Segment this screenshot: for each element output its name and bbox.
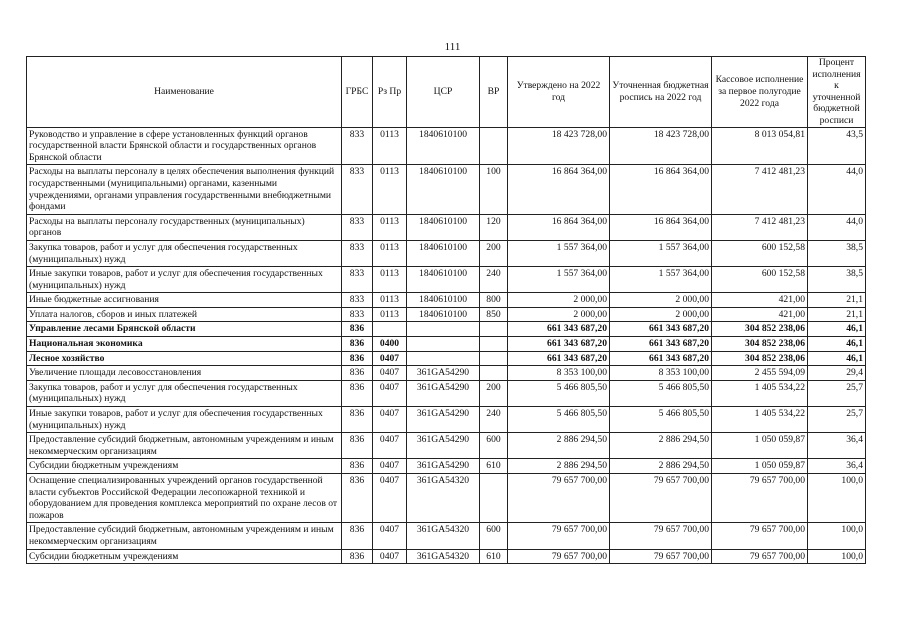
cell-rzpr: 0407 bbox=[373, 549, 407, 564]
cell-vr: 610 bbox=[480, 549, 508, 564]
table-row bbox=[27, 127, 866, 165]
cell-grbs: 833 bbox=[342, 240, 373, 266]
cell-refined: 2 000,00 bbox=[610, 307, 712, 322]
cell-cash: 7 412 481,23 bbox=[712, 165, 808, 214]
cell-grbs: 836 bbox=[342, 549, 373, 564]
cell-approved: 5 466 805,50 bbox=[508, 380, 610, 406]
cell-vr: 240 bbox=[480, 267, 508, 293]
cell-csr: 361GA54320 bbox=[407, 549, 480, 564]
table-row bbox=[27, 407, 866, 433]
cell-cash: 79 657 700,00 bbox=[712, 523, 808, 549]
cell-percent: 44,0 bbox=[808, 214, 866, 240]
cell-cash: 1 050 059,87 bbox=[712, 459, 808, 474]
cell-refined: 16 864 364,00 bbox=[610, 165, 712, 214]
cell-csr bbox=[407, 351, 480, 366]
cell-rzpr: 0407 bbox=[373, 380, 407, 406]
header-approved: Утверждено на 2022 год bbox=[508, 57, 610, 128]
cell-csr bbox=[407, 337, 480, 352]
cell-vr: 100 bbox=[480, 165, 508, 214]
cell-name: Лесное хозяйство bbox=[27, 351, 342, 366]
cell-percent: 100,0 bbox=[808, 549, 866, 564]
cell-csr: 361GA54290 bbox=[407, 380, 480, 406]
cell-vr: 610 bbox=[480, 459, 508, 474]
cell-refined: 18 423 728,00 bbox=[610, 127, 712, 165]
cell-vr bbox=[480, 351, 508, 366]
cell-approved: 5 466 805,50 bbox=[508, 407, 610, 433]
cell-cash: 421,00 bbox=[712, 293, 808, 308]
cell-grbs: 836 bbox=[342, 523, 373, 549]
cell-refined: 16 864 364,00 bbox=[610, 214, 712, 240]
cell-grbs: 836 bbox=[342, 351, 373, 366]
cell-grbs: 836 bbox=[342, 380, 373, 406]
table-row bbox=[27, 433, 866, 459]
cell-name: Расходы на выплаты персоналу в целях обеспечения выполнения функций государственными (муниципальными) органами, казенными учреждениями, органами управления государственными внебюджетными фондами bbox=[27, 165, 342, 214]
cell-csr: 361GA54320 bbox=[407, 523, 480, 549]
header-percent: Процент исполнения к уточненной бюджетной росписи bbox=[808, 57, 866, 128]
cell-csr: 1840610100 bbox=[407, 293, 480, 308]
cell-approved: 18 423 728,00 bbox=[508, 127, 610, 165]
cell-name: Увеличение площади лесовосстановления bbox=[27, 366, 342, 381]
cell-percent: 44,0 bbox=[808, 165, 866, 214]
cell-rzpr: 0113 bbox=[373, 165, 407, 214]
cell-approved: 1 557 364,00 bbox=[508, 240, 610, 266]
cell-rzpr bbox=[373, 322, 407, 337]
cell-name: Иные закупки товаров, работ и услуг для обеспечения государственных (муниципальных) нужд bbox=[27, 267, 342, 293]
cell-refined: 661 343 687,20 bbox=[610, 337, 712, 352]
cell-rzpr: 0113 bbox=[373, 293, 407, 308]
cell-grbs: 836 bbox=[342, 322, 373, 337]
header-grbs: ГРБС bbox=[342, 57, 373, 128]
cell-cash: 79 657 700,00 bbox=[712, 549, 808, 564]
cell-percent: 43,5 bbox=[808, 127, 866, 165]
cell-csr bbox=[407, 322, 480, 337]
table-row bbox=[27, 474, 866, 523]
cell-percent: 38,5 bbox=[808, 240, 866, 266]
cell-percent: 36,4 bbox=[808, 459, 866, 474]
cell-cash: 7 412 481,23 bbox=[712, 214, 808, 240]
cell-vr: 120 bbox=[480, 214, 508, 240]
cell-csr: 361GA54290 bbox=[407, 407, 480, 433]
cell-approved: 1 557 364,00 bbox=[508, 267, 610, 293]
cell-grbs: 836 bbox=[342, 366, 373, 381]
cell-vr: 800 bbox=[480, 293, 508, 308]
cell-grbs: 833 bbox=[342, 214, 373, 240]
cell-vr: 600 bbox=[480, 433, 508, 459]
table-row bbox=[27, 165, 866, 214]
table-row bbox=[27, 351, 866, 366]
cell-approved: 8 353 100,00 bbox=[508, 366, 610, 381]
cell-approved: 16 864 364,00 bbox=[508, 214, 610, 240]
cell-approved: 2 000,00 bbox=[508, 293, 610, 308]
cell-name: Предоставление субсидий бюджетным, автономным учреждениям и иным некоммерческим организациям bbox=[27, 523, 342, 549]
cell-percent: 36,4 bbox=[808, 433, 866, 459]
cell-cash: 1 405 534,22 bbox=[712, 407, 808, 433]
cell-grbs: 836 bbox=[342, 474, 373, 523]
cell-rzpr: 0407 bbox=[373, 351, 407, 366]
cell-grbs: 833 bbox=[342, 307, 373, 322]
table-row bbox=[27, 380, 866, 406]
cell-rzpr: 0113 bbox=[373, 240, 407, 266]
cell-grbs: 833 bbox=[342, 293, 373, 308]
cell-name: Закупка товаров, работ и услуг для обеспечения государственных (муниципальных) нужд bbox=[27, 380, 342, 406]
table-row bbox=[27, 459, 866, 474]
header-refined: Уточненная бюджетная роспись на 2022 год bbox=[610, 57, 712, 128]
cell-percent: 29,4 bbox=[808, 366, 866, 381]
cell-refined: 5 466 805,50 bbox=[610, 380, 712, 406]
cell-csr: 361GA54290 bbox=[407, 459, 480, 474]
cell-cash: 421,00 bbox=[712, 307, 808, 322]
cell-cash: 1 050 059,87 bbox=[712, 433, 808, 459]
cell-name: Уплата налогов, сборов и иных платежей bbox=[27, 307, 342, 322]
cell-percent: 46,1 bbox=[808, 351, 866, 366]
cell-csr: 1840610100 bbox=[407, 267, 480, 293]
cell-vr bbox=[480, 127, 508, 165]
cell-approved: 79 657 700,00 bbox=[508, 549, 610, 564]
cell-vr: 600 bbox=[480, 523, 508, 549]
header-rzpr: Рз Пр bbox=[373, 57, 407, 128]
header-csr: ЦСР bbox=[407, 57, 480, 128]
table-row bbox=[27, 267, 866, 293]
cell-refined: 1 557 364,00 bbox=[610, 240, 712, 266]
cell-grbs: 836 bbox=[342, 433, 373, 459]
cell-cash: 8 013 054,81 bbox=[712, 127, 808, 165]
cell-vr bbox=[480, 366, 508, 381]
cell-name: Национальная экономика bbox=[27, 337, 342, 352]
cell-name: Иные закупки товаров, работ и услуг для обеспечения государственных (муниципальных) нужд bbox=[27, 407, 342, 433]
cell-csr: 361GA54290 bbox=[407, 433, 480, 459]
cell-approved: 79 657 700,00 bbox=[508, 474, 610, 523]
cell-refined: 79 657 700,00 bbox=[610, 549, 712, 564]
cell-grbs: 833 bbox=[342, 127, 373, 165]
cell-cash: 304 852 238,06 bbox=[712, 351, 808, 366]
table-body bbox=[27, 127, 866, 564]
cell-csr: 1840610100 bbox=[407, 214, 480, 240]
cell-name: Иные бюджетные ассигнования bbox=[27, 293, 342, 308]
cell-approved: 16 864 364,00 bbox=[508, 165, 610, 214]
cell-approved: 661 343 687,20 bbox=[508, 322, 610, 337]
cell-grbs: 833 bbox=[342, 267, 373, 293]
table-row bbox=[27, 322, 866, 337]
cell-refined: 8 353 100,00 bbox=[610, 366, 712, 381]
cell-vr bbox=[480, 337, 508, 352]
cell-name: Руководство и управление в сфере установленных функций органов государственной власти Брянской области и государственных органов Брянской области bbox=[27, 127, 342, 165]
cell-vr: 240 bbox=[480, 407, 508, 433]
cell-refined: 661 343 687,20 bbox=[610, 351, 712, 366]
cell-vr bbox=[480, 322, 508, 337]
cell-approved: 661 343 687,20 bbox=[508, 351, 610, 366]
table-row bbox=[27, 549, 866, 564]
cell-cash: 304 852 238,06 bbox=[712, 337, 808, 352]
cell-approved: 79 657 700,00 bbox=[508, 523, 610, 549]
cell-percent: 100,0 bbox=[808, 523, 866, 549]
table-row bbox=[27, 523, 866, 549]
cell-name: Закупка товаров, работ и услуг для обеспечения государственных (муниципальных) нужд bbox=[27, 240, 342, 266]
cell-vr: 850 bbox=[480, 307, 508, 322]
cell-name: Субсидии бюджетным учреждениям bbox=[27, 459, 342, 474]
cell-name: Расходы на выплаты персоналу государственных (муниципальных) органов bbox=[27, 214, 342, 240]
header-name: Наименование bbox=[27, 57, 342, 128]
cell-rzpr: 0407 bbox=[373, 523, 407, 549]
cell-refined: 2 886 294,50 bbox=[610, 459, 712, 474]
cell-grbs: 836 bbox=[342, 337, 373, 352]
cell-percent: 25,7 bbox=[808, 407, 866, 433]
table-row bbox=[27, 337, 866, 352]
cell-rzpr: 0113 bbox=[373, 267, 407, 293]
table-row bbox=[27, 214, 866, 240]
cell-name: Управление лесами Брянской области bbox=[27, 322, 342, 337]
table-row bbox=[27, 366, 866, 381]
cell-percent: 46,1 bbox=[808, 322, 866, 337]
header-vr: ВР bbox=[480, 57, 508, 128]
cell-rzpr: 0407 bbox=[373, 366, 407, 381]
table-row bbox=[27, 240, 866, 266]
cell-approved: 2 886 294,50 bbox=[508, 459, 610, 474]
cell-csr: 1840610100 bbox=[407, 240, 480, 266]
cell-approved: 2 000,00 bbox=[508, 307, 610, 322]
cell-refined: 2 000,00 bbox=[610, 293, 712, 308]
cell-rzpr: 0407 bbox=[373, 459, 407, 474]
cell-csr: 1840610100 bbox=[407, 127, 480, 165]
cell-grbs: 836 bbox=[342, 407, 373, 433]
cell-cash: 2 455 594,09 bbox=[712, 366, 808, 381]
header-cash: Кассовое исполнение за первое полугодие 2022 года bbox=[712, 57, 808, 128]
cell-percent: 46,1 bbox=[808, 337, 866, 352]
cell-vr: 200 bbox=[480, 380, 508, 406]
cell-rzpr: 0113 bbox=[373, 127, 407, 165]
cell-cash: 1 405 534,22 bbox=[712, 380, 808, 406]
table-row bbox=[27, 293, 866, 308]
cell-name: Субсидии бюджетным учреждениям bbox=[27, 549, 342, 564]
cell-percent: 38,5 bbox=[808, 267, 866, 293]
cell-name: Оснащение специализированных учреждений органов государственной власти субъектов Российской Федерации лесопожарной техникой и оборудованием для проведения комплекса мероприятий по охране лесов от пожаров bbox=[27, 474, 342, 523]
table-header-row bbox=[27, 57, 866, 128]
cell-percent: 21,1 bbox=[808, 293, 866, 308]
cell-rzpr: 0407 bbox=[373, 407, 407, 433]
cell-approved: 2 886 294,50 bbox=[508, 433, 610, 459]
cell-grbs: 836 bbox=[342, 459, 373, 474]
table-row bbox=[27, 307, 866, 322]
page-number: 111 bbox=[444, 41, 461, 53]
cell-vr bbox=[480, 474, 508, 523]
cell-refined: 5 466 805,50 bbox=[610, 407, 712, 433]
cell-csr: 361GA54290 bbox=[407, 366, 480, 381]
cell-vr: 200 bbox=[480, 240, 508, 266]
cell-csr: 1840610100 bbox=[407, 165, 480, 214]
cell-cash: 304 852 238,06 bbox=[712, 322, 808, 337]
cell-name: Предоставление субсидий бюджетным, автономным учреждениям и иным некоммерческим организациям bbox=[27, 433, 342, 459]
cell-rzpr: 0113 bbox=[373, 307, 407, 322]
budget-table bbox=[26, 56, 866, 564]
cell-percent: 25,7 bbox=[808, 380, 866, 406]
cell-cash: 600 152,58 bbox=[712, 267, 808, 293]
cell-csr: 361GA54320 bbox=[407, 474, 480, 523]
cell-percent: 100,0 bbox=[808, 474, 866, 523]
cell-refined: 2 886 294,50 bbox=[610, 433, 712, 459]
cell-refined: 1 557 364,00 bbox=[610, 267, 712, 293]
cell-refined: 661 343 687,20 bbox=[610, 322, 712, 337]
cell-approved: 661 343 687,20 bbox=[508, 337, 610, 352]
cell-rzpr: 0113 bbox=[373, 214, 407, 240]
cell-grbs: 833 bbox=[342, 165, 373, 214]
cell-cash: 600 152,58 bbox=[712, 240, 808, 266]
cell-refined: 79 657 700,00 bbox=[610, 474, 712, 523]
cell-percent: 21,1 bbox=[808, 307, 866, 322]
cell-rzpr: 0407 bbox=[373, 474, 407, 523]
cell-cash: 79 657 700,00 bbox=[712, 474, 808, 523]
cell-rzpr: 0400 bbox=[373, 337, 407, 352]
cell-rzpr: 0407 bbox=[373, 433, 407, 459]
cell-csr: 1840610100 bbox=[407, 307, 480, 322]
cell-refined: 79 657 700,00 bbox=[610, 523, 712, 549]
